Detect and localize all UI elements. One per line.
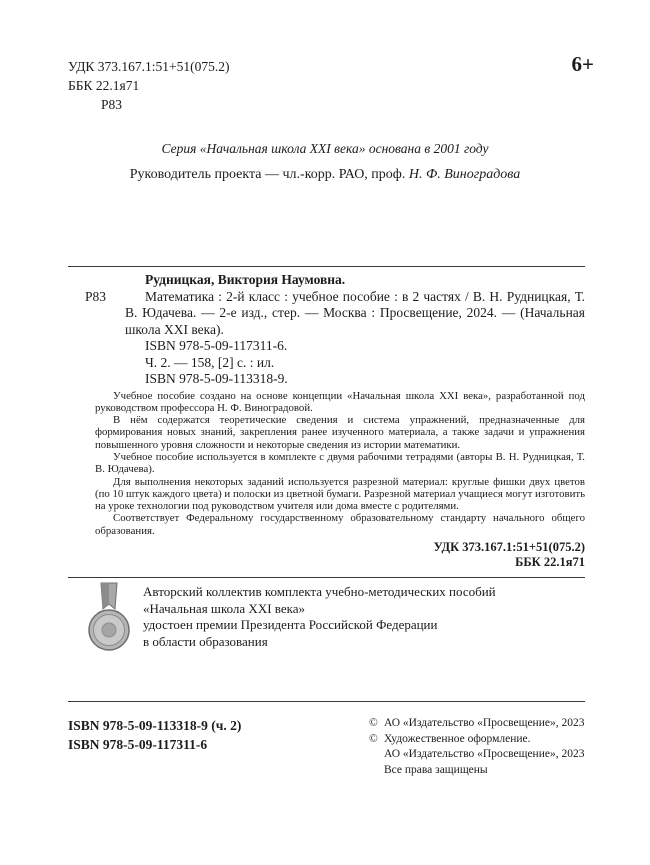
annotation-paragraph: Для выполнения некоторых заданий используется разрезной материал: круглые фишки двух цветов (по 10 штук каждого цвета) и полоски из цветной бумаги. Разрезной материал учащиеся могут изготовить на уроке технологии под руководством учителя или дома вместе с родителями. [95, 475, 585, 513]
divider-bottom [68, 701, 585, 702]
annotation-paragraph: Соответствует Федеральному государственному образовательному стандарту начального общего образования. [95, 512, 585, 537]
catalog-card [68, 272, 585, 569]
udk-code: УДК 373.167.1:51+51(075.2) [68, 59, 230, 74]
annotation-paragraph: Учебное пособие создано на основе концепции «Начальная школа XXI века», разработанной под руководством профессора Н. Ф. Виноградовой. [95, 389, 585, 414]
top-codes-block [68, 57, 230, 114]
age-rating-badge: 6+ [571, 52, 594, 76]
copyright-block [369, 716, 585, 778]
bbk-code-right: ББК 22.1я71 [515, 554, 585, 569]
copyright-symbol: © [369, 732, 378, 745]
copyright-symbol [369, 747, 384, 763]
card-index-code: Р83 [85, 288, 107, 304]
card-author-heading: Рудницкая, Виктория Наумовна. [145, 272, 346, 287]
annotation-paragraph: Учебное пособие используется в комплекте с двумя рабочими тетрадями (авторы В. Н. Рудницкая, Т. В. Юдачева). [95, 450, 585, 476]
award-line: удостоен премии Президента Российской Федерации [143, 617, 438, 632]
author-sign-code: Р83 [101, 97, 123, 112]
footer-isbn-line: ISBN 978-5-09-113318-9 (ч. 2) [68, 718, 242, 733]
bbk-code: ББК 22.1я71 [68, 78, 140, 93]
footer-isbn-line: ISBN 978-5-09-117311-6 [68, 737, 208, 752]
bibliographic-description: Математика : 2-й класс : учебное пособие : в 2 частях / В. Н. Рудницкая, Т. В. Юдачева. — 2-е изд., стер. — Москва : Просвещение, 2024. — (Начальная школа XXI века). [125, 288, 585, 337]
divider-top [68, 266, 585, 267]
annotation-paragraph: В нём содержатся теоретические сведения и система упражнений, предназначенные для формирования новых знаний, закрепления ранее изученного материала, а также задачи и упражнения повышенного уровня сложности и некоторые сведения из истории математики. [95, 414, 585, 451]
copyright-symbol: © [369, 717, 378, 729]
footer-isbn-block [68, 716, 241, 754]
annotation-block [95, 390, 585, 538]
project-lead-prefix: Руководитель проекта — чл.-корр. РАО, проф. [129, 167, 409, 182]
divider-middle [68, 577, 585, 578]
part-volume-line: Ч. 2. — 158, [2] с. : ил. [145, 354, 275, 370]
copyright-line: АО «Издательство «Просвещение», 2023 [369, 747, 585, 763]
copyright-line: © АО «Издательство «Просвещение», 2023 [369, 716, 585, 732]
medal-icon [88, 581, 130, 668]
project-lead-line [0, 167, 650, 183]
bibliographic-record [68, 289, 585, 339]
copyright-line: Все права защищены [369, 763, 585, 779]
award-line: в области образования [143, 633, 268, 649]
footer-block [68, 716, 585, 778]
udk-code-right: УДК 373.167.1:51+51(075.2) [433, 540, 585, 555]
isbn-part1-line: ISBN 978-5-09-117311-6. [145, 338, 288, 353]
codes-right-block [68, 540, 585, 569]
award-line: Авторский коллектив комплекта учебно-методических пособий [143, 584, 496, 599]
award-text [143, 581, 496, 668]
series-line: Серия «Начальная школа XXI века» основана в 2001 году [161, 141, 489, 156]
project-lead-name: Н. Ф. Виноградова [408, 167, 521, 182]
isbn-part2-line: ISBN 978-5-09-113318-9. [145, 371, 288, 386]
copyright-symbol [369, 763, 384, 779]
award-block [88, 581, 568, 668]
copyright-line: © Художественное оформление. [369, 732, 585, 748]
award-line: «Начальная школа XXI века» [143, 600, 306, 616]
